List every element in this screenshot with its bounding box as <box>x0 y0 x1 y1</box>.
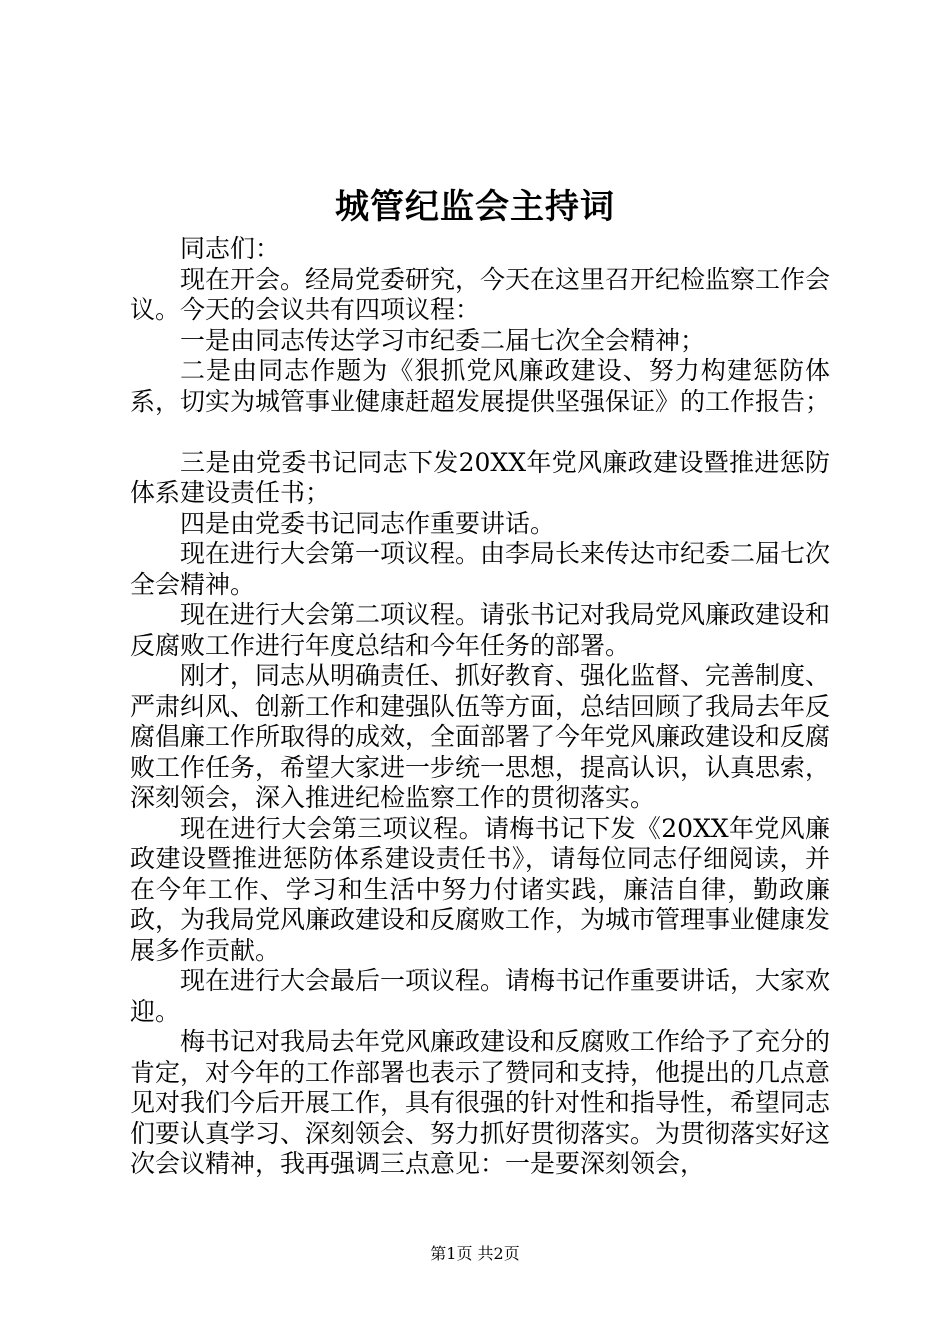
blank-line <box>130 417 830 448</box>
paragraph: 现在进行大会第二项议程。请张书记对我局党风廉政建设和反腐败工作进行年度总结和今年任务的部署。 <box>130 600 831 660</box>
paragraph: 四是由党委书记同志作重要讲话。 <box>180 508 556 538</box>
paragraph: 梅书记对我局去年党风廉政建设和反腐败工作给予了充分的肯定，对今年的工作部署也表示了赞同和支持，他提出的几点意见对我们今后开展工作，具有很强的针对性和指导性，希望同志们要认真学习、深刻领会、努力抓好贯彻落实。为贯彻落实好这次会议精神，我再强调三点意见：一是要深刻领会， <box>130 1027 831 1178</box>
paragraph: 现在开会。经局党委研究，今天在这里召开纪检监察工作会议。今天的会议共有四项议程： <box>130 264 831 324</box>
paragraph: 刚才，同志从明确责任、抓好教育、强化监督、完善制度、严肃纠风、创新工作和建强队伍等方面，总结回顾了我局去年反腐倡廉工作所取得的成效，全面部署了今年党风廉政建设和反腐败工作任务，希望大家进一步统一思想，提高认识，认真思索，深刻领会，深入推进纪检监察工作的贯彻落实。 <box>130 661 831 812</box>
paragraph: 二是由同志作题为《狠抓党风廉政建设、努力构建惩防体系，切实为城管事业健康赶超发展提供坚强保证》的工作报告； <box>130 356 831 416</box>
paragraph: 现在进行大会最后一项议程。请梅书记作重要讲话，大家欢迎。 <box>130 966 831 1026</box>
document-body <box>130 234 830 1180</box>
document-title: 城管纪监会主持词 <box>335 187 615 227</box>
paragraph: 现在进行大会第一项议程。由李局长来传达市纪委二届七次全会精神。 <box>130 539 831 599</box>
paragraph: 一是由同志传达学习市纪委二届七次全会精神； <box>180 325 706 355</box>
page-footer: 第1页 共2页 <box>430 1244 520 1263</box>
paragraph: 三是由党委书记同志下发20XX年党风廉政建设暨推进惩防体系建设责任书； <box>130 447 830 507</box>
paragraph: 同志们： <box>180 234 281 263</box>
paragraph: 现在进行大会第三项议程。请梅书记下发《20XX年党风廉政建设暨推进惩防体系建设责任书》，请每位同志仔细阅读，并在今年工作、学习和生活中努力付诸实践，廉洁自律，勤政廉政，为我局党风廉政建设和反腐败工作，为城市管理事业健康发展多作贡献。 <box>130 813 831 965</box>
